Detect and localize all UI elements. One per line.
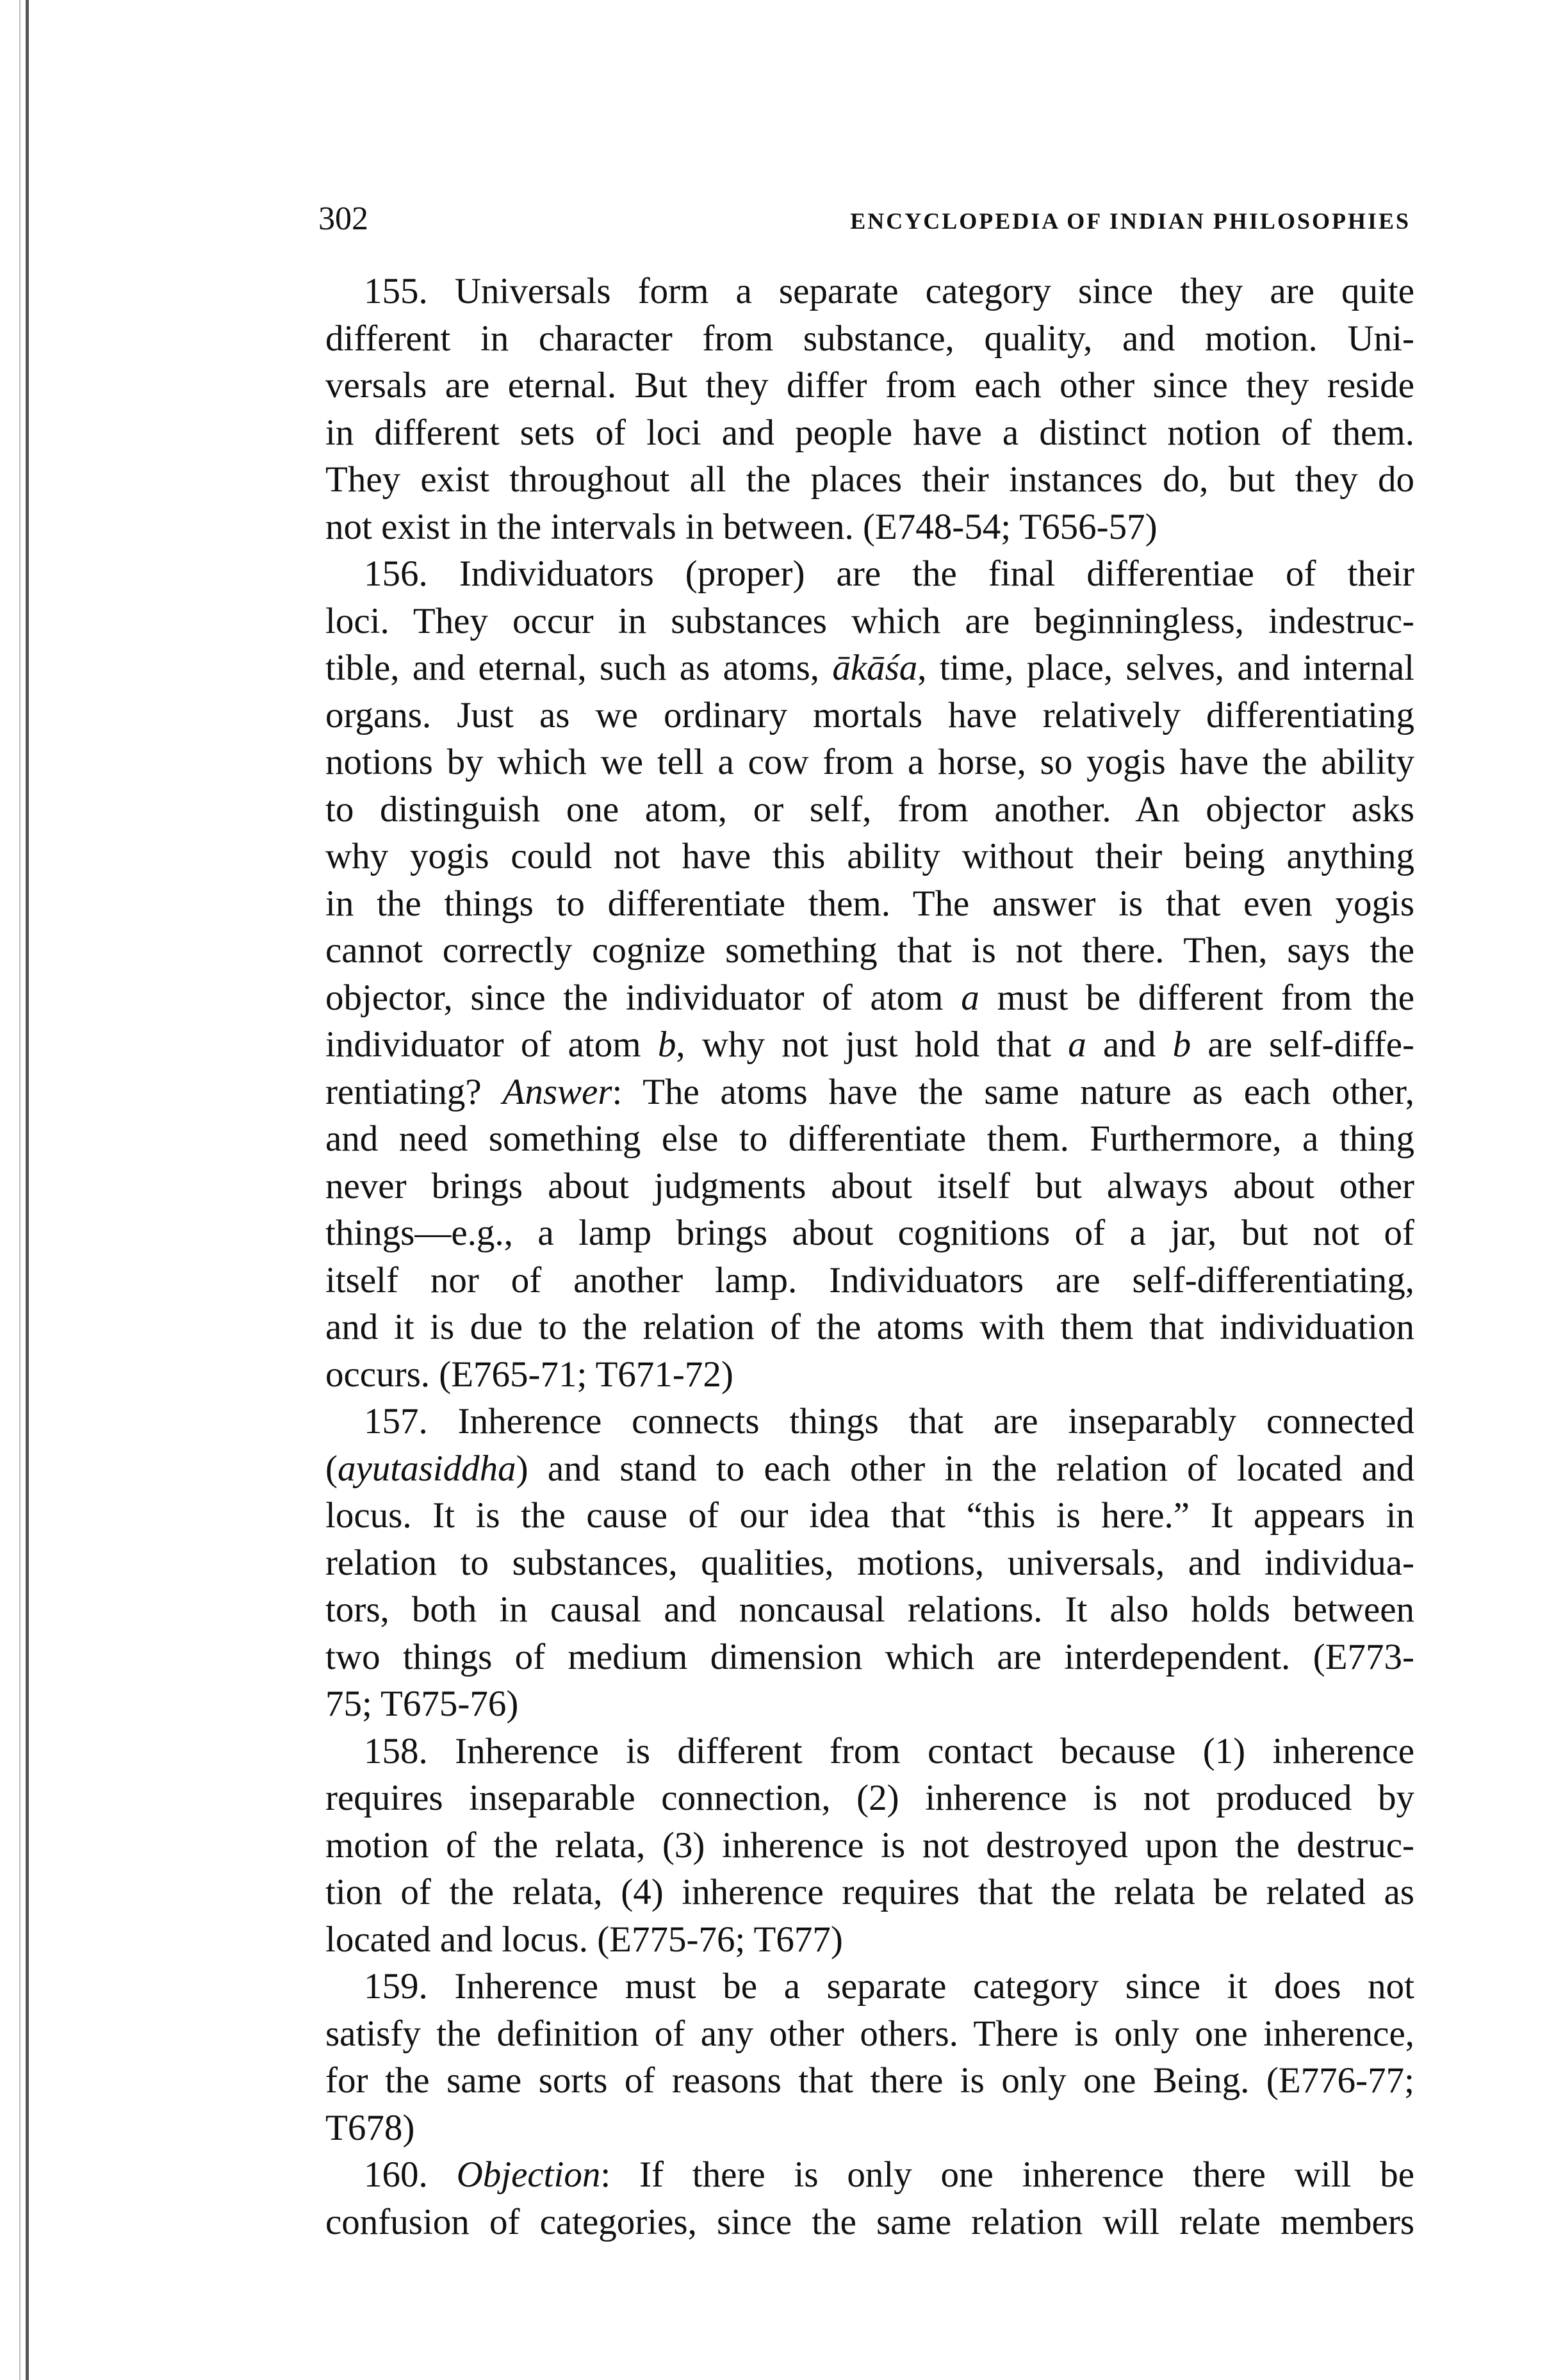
text-run: tible, and eternal, such as atoms, — [325, 648, 833, 688]
running-header — [318, 200, 1411, 238]
text-run: in different sets of loci and people have a distinct notion of them. — [325, 412, 1414, 453]
text-run: and — [1086, 1024, 1173, 1065]
text-run: objector, since the individuator of atom — [325, 977, 962, 1018]
text-line — [325, 1539, 1414, 1587]
text-run: confusion of categories, since the same relation will relate members — [325, 2201, 1414, 2242]
text-line — [325, 1445, 1414, 1493]
text-run: locus. It is the cause of our idea that “this is here.” It appears in — [325, 1495, 1414, 1536]
text-run: cannot correctly cognize something that is not there. Then, says the — [325, 930, 1414, 971]
italic-term: b — [657, 1024, 676, 1065]
text-run: 160. — [364, 2154, 457, 2195]
text-run: occurs. (E765-71; T671-72) — [325, 1354, 733, 1395]
text-line — [325, 362, 1414, 409]
text-line — [325, 2199, 1414, 2246]
text-line — [325, 1492, 1414, 1539]
italic-term: Answer — [502, 1071, 612, 1112]
text-run: ( — [325, 1448, 338, 1489]
text-run: not exist in the intervals in between. (E748-54; T656-57) — [325, 506, 1158, 547]
text-line — [325, 974, 1414, 1022]
text-run: 156. Individuators (proper) are the final differentiae of their — [364, 554, 1414, 594]
running-title: ENCYCLOPEDIA OF INDIAN PHILOSOPHIES — [850, 208, 1411, 234]
text-line — [325, 1210, 1414, 1257]
text-line — [325, 1680, 1414, 1728]
text-line — [325, 1069, 1414, 1116]
text-line — [325, 739, 1414, 786]
text-run: satisfy the definition of any other others. There is only one inherence, — [325, 2013, 1414, 2054]
text-line — [325, 315, 1414, 363]
text-line — [325, 2105, 1414, 2152]
text-line — [325, 1586, 1414, 1634]
paragraph — [325, 1728, 1414, 1964]
text-line — [325, 1963, 1414, 2010]
text-run: are self-diffe- — [1191, 1024, 1414, 1065]
text-run: T678) — [325, 2107, 415, 2148]
text-run: : If there is only one inherence there will be — [600, 2154, 1415, 2195]
text-run: for the same sorts of reasons that there is only one Being. (E776-77; — [325, 2060, 1414, 2101]
text-line — [325, 1398, 1414, 1445]
text-line — [325, 1163, 1414, 1210]
text-run: different in character from substance, quality, and motion. Uni- — [325, 318, 1414, 359]
text-line — [325, 927, 1414, 974]
text-run: requires inseparable connection, (2) inherence is not produced by — [325, 1778, 1414, 1818]
text-run: why yogis could not have this ability without their being anything — [325, 836, 1414, 876]
text-line — [325, 1304, 1414, 1351]
text-line — [325, 1916, 1414, 1964]
italic-term: b — [1172, 1024, 1191, 1065]
text-line — [325, 1775, 1414, 1822]
text-run: 157. Inherence connects things that are inseparably connected — [364, 1401, 1414, 1441]
text-run: : The atoms have the same nature as each other, — [612, 1071, 1414, 1112]
paragraph — [325, 550, 1414, 1398]
paragraph — [325, 268, 1414, 550]
text-line — [325, 644, 1414, 692]
text-run: and it is due to the relation of the atoms with them that individuation — [325, 1307, 1414, 1347]
scan-edge-shadow — [19, 0, 20, 2380]
text-line — [325, 2151, 1414, 2199]
italic-term: a — [961, 977, 979, 1018]
text-run: notions by which we tell a cow from a horse, so yogis have the ability — [325, 742, 1414, 782]
text-line — [325, 880, 1414, 928]
text-line — [325, 1257, 1414, 1304]
text-run: never brings about judgments about itself but always about other — [325, 1165, 1414, 1206]
text-line — [325, 2057, 1414, 2105]
italic-term: ākāśa — [832, 648, 918, 688]
text-run: They exist throughout all the places their instances do, but they do — [325, 459, 1414, 500]
text-line — [325, 1822, 1414, 1869]
text-line — [325, 598, 1414, 645]
text-line — [325, 786, 1414, 833]
text-line — [325, 409, 1414, 457]
book-spine-edge — [26, 0, 29, 2380]
italic-term: Objection — [456, 2154, 601, 2195]
paragraph — [325, 1398, 1414, 1728]
text-line — [325, 1869, 1414, 1916]
text-line — [325, 268, 1414, 315]
text-run: relation to substances, qualities, motions, universals, and individua- — [325, 1542, 1414, 1583]
paragraph — [325, 1963, 1414, 2151]
text-run: must be different from the — [979, 977, 1414, 1018]
text-run: , why not just hold that — [676, 1024, 1068, 1065]
italic-term: a — [1068, 1024, 1086, 1065]
text-line — [325, 1634, 1414, 1681]
text-run: organs. Just as we ordinary mortals have relatively differentiating — [325, 694, 1414, 735]
text-run: ) and stand to each other in the relation of located and — [516, 1448, 1414, 1489]
text-line — [325, 833, 1414, 880]
text-run: loci. They occur in substances which are beginningless, indestruc- — [325, 600, 1414, 641]
text-run: tion of the relata, (4) inherence requires that the relata be related as — [325, 1872, 1414, 1912]
text-run: things—e.g., a lamp brings about cognitions of a jar, but not of — [325, 1213, 1414, 1253]
page-number: 302 — [318, 201, 368, 237]
text-line — [325, 1728, 1414, 1775]
text-run: individuator of atom — [325, 1024, 658, 1065]
text-run: itself nor of another lamp. Individuators are self-differentiating, — [325, 1260, 1414, 1301]
text-line — [325, 550, 1414, 598]
text-run: two things of medium dimension which are interdependent. (E773- — [325, 1636, 1414, 1677]
text-line — [325, 1115, 1414, 1163]
text-run: to distinguish one atom, or self, from another. An objector asks — [325, 789, 1414, 830]
text-line — [325, 504, 1414, 551]
text-run: 75; T675-76) — [325, 1684, 519, 1724]
text-run: motion of the relata, (3) inherence is not destroyed upon the destruc- — [325, 1825, 1414, 1866]
text-run: versals are eternal. But they differ from each other since they reside — [325, 365, 1414, 406]
text-line — [325, 1021, 1414, 1069]
text-line — [325, 692, 1414, 739]
italic-term: ayutasiddha — [337, 1448, 516, 1489]
text-run: and need something else to differentiate them. Furthermore, a thing — [325, 1119, 1414, 1159]
text-run: in the things to differentiate them. The answer is that even yogis — [325, 883, 1414, 924]
text-run: located and locus. (E775-76; T677) — [325, 1919, 843, 1960]
paragraph — [325, 2151, 1414, 2245]
text-run: , time, place, selves, and internal — [917, 648, 1415, 688]
text-run: 159. Inherence must be a separate category since it does not — [364, 1966, 1414, 2007]
text-run: 158. Inherence is different from contact because (1) inherence — [364, 1730, 1414, 1771]
text-line — [325, 456, 1414, 504]
text-line — [325, 1351, 1414, 1399]
text-run: 155. Universals form a separate category since they are quite — [364, 271, 1414, 311]
text-line — [325, 2010, 1414, 2058]
text-run: tors, both in causal and noncausal relations. It also holds between — [325, 1589, 1414, 1630]
text-run: rentiating? — [325, 1071, 503, 1112]
page-body — [325, 268, 1414, 2245]
